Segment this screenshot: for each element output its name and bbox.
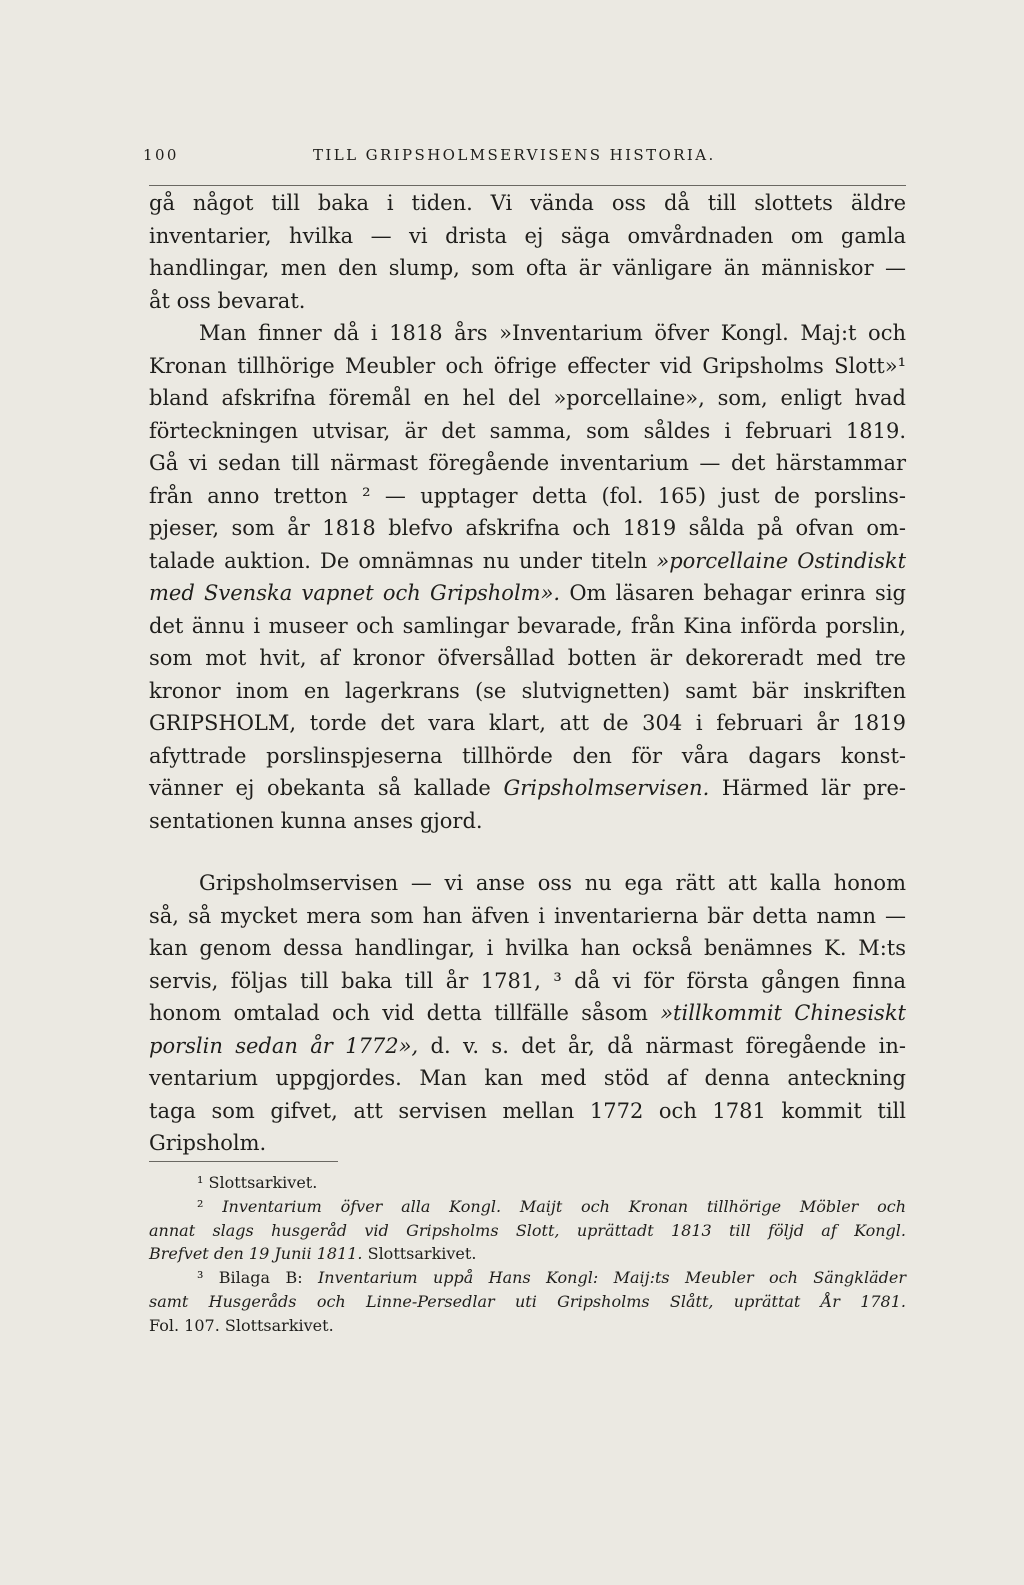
footnote-line: Fol. 107. Slottsarkivet.	[149, 1315, 334, 1335]
text-line: det ännu i museer och samlingar bevarade, från Kina införda porslin,	[149, 613, 906, 638]
text-line: handlingar, men den slump, som ofta är vänligare än människor —	[149, 256, 906, 280]
running-title: TILL GRIPSHOLMSERVISENS HISTORIA.	[313, 146, 716, 164]
text-line: Gå vi sedan till närmast föregående inventarium — det härstammar	[149, 451, 906, 475]
text-segment: Om läsaren behagar erinra sig	[560, 581, 906, 605]
text-line: Gripsholm.	[149, 1131, 267, 1155]
text-line: taga som gifvet, att servisen mellan 1772 och 1781 kommit till	[149, 1098, 906, 1123]
paragraph-gap	[149, 837, 906, 867]
italic-title: porslin sedan år 1772»,	[149, 1033, 419, 1058]
text-segment: ³ Bilaga B:	[197, 1268, 318, 1288]
italic-title: Brefvet den 19 Junii 1811.	[149, 1244, 363, 1264]
text-line: från anno tretton ² — upptager detta (fol. 165) just de porslins-	[149, 483, 906, 508]
text-segment: Slottsarkivet.	[362, 1244, 477, 1264]
text-line: gå något till baka i tiden. Vi vända oss då till slottets äldre	[149, 191, 906, 215]
text-line: Man finner då i 1818 års »Inventarium öfver Kongl. Maj:t och	[199, 321, 906, 345]
text-line: Gripsholmservisen — vi anse oss nu ega rätt att kalla honom	[199, 871, 906, 895]
text-line	[149, 545, 906, 578]
text-line: förteckningen utvisar, är det samma, som såldes i februari 1819.	[149, 418, 906, 443]
text-line: servis, följas till baka till år 1781, ³ då vi för första gången finna	[149, 968, 906, 993]
text-line	[149, 577, 906, 610]
italic-title: Gripsholmservisen.	[503, 776, 710, 800]
text-line: pjeser, som år 1818 blefvo afskrifna och 1819 sålda på ofvan om-	[149, 516, 906, 540]
text-line: kan genom dessa handlingar, i hvilka han också benämnes K. M:ts	[149, 936, 906, 960]
text-segment: d. v. s. det år, då närmast föregående in-	[418, 1033, 906, 1058]
italic-title: Inventarium öfver alla Kongl. Maijt och Kronan tillhörige Möbler och	[222, 1196, 906, 1216]
footnote-line	[149, 1242, 906, 1266]
italic-title: »porcellaine Ostindiskt	[656, 548, 907, 573]
text-segment: vänner ej obekanta så kallade	[149, 776, 504, 800]
header-rule	[149, 185, 906, 186]
footnote-line	[149, 1266, 906, 1290]
footnote-line: samt Husgeråds och Linne-Persedlar uti Gripsholms Slått, uprättat År 1781.	[149, 1291, 906, 1311]
text-line: afyttrade porslinspjeserna tillhörde den för våra dagars konst-	[149, 743, 906, 768]
footnote-rule	[149, 1161, 338, 1162]
text-line: så, så mycket mera som han äfven i inventarierna bär detta namn —	[149, 903, 906, 928]
footnote-line: ¹ Slottsarkivet.	[197, 1173, 318, 1192]
text-segment: honom omtalad och vid detta tillfälle såsom	[149, 1001, 661, 1025]
text-line	[149, 1030, 906, 1063]
text-line: inventarier, hvilka — vi drista ej säga omvårdnaden om gamla	[149, 223, 906, 248]
text-line: ventarium uppgjordes. Man kan med stöd af denna anteckning	[149, 1066, 906, 1090]
body-text	[149, 187, 906, 1160]
text-line: som mot hvit, af kronor öfversållad botten är dekoreradt med tre	[149, 646, 906, 670]
footnote-line	[149, 1195, 906, 1219]
text-line: kronor inom en lagerkrans (se slutvignetten) samt bär inskriften	[149, 678, 906, 703]
text-line: sentationen kunna anses gjord.	[149, 808, 483, 833]
text-line: GRIPSHOLM, torde det vara klart, att de 304 i februari år 1819	[149, 711, 906, 735]
footnotes	[149, 1171, 906, 1338]
text-segment: ²	[197, 1196, 223, 1216]
text-line	[149, 997, 906, 1030]
italic-title: med Svenska vapnet och Gripsholm».	[149, 581, 561, 605]
text-line: bland afskrifna föremål en hel del »porcellaine», som, enligt hvad	[149, 386, 906, 410]
text-segment: talade auktion. De omnämnas nu under titeln	[149, 548, 657, 573]
italic-title: »tillkommit Chinesiskt	[660, 1001, 906, 1025]
footnote-line: annat slags husgeråd vid Gripsholms Slott, uprättadt 1813 till följd af Kongl.	[149, 1220, 906, 1240]
italic-title: Inventarium uppå Hans Kongl: Maij:ts Meubler och Sängkläder	[317, 1268, 906, 1288]
text-line: Kronan tillhörige Meubler och öfrige effecter vid Gripsholms Slott»¹	[149, 353, 906, 378]
text-line	[149, 772, 906, 805]
text-line: åt oss bevarat.	[149, 288, 306, 313]
text-segment: Härmed lär pre-	[709, 776, 906, 800]
page-number: 100	[143, 146, 179, 164]
